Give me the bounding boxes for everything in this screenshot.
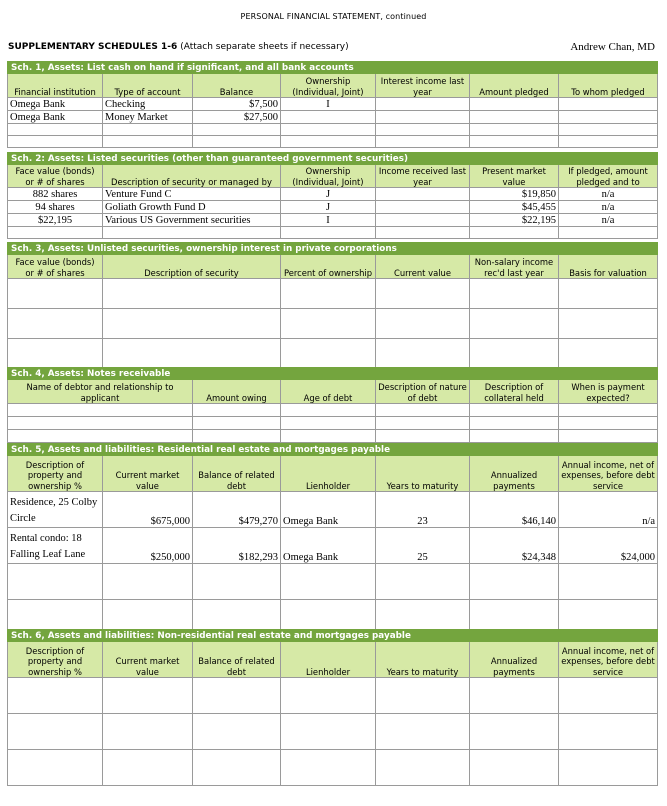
supplementary-title-bold: SUPPLEMENTARY SCHEDULES 1-6: [8, 42, 178, 52]
sch1-cell: Money Market: [103, 111, 193, 124]
sch2-cell: [376, 214, 470, 227]
sch2-header-face-value: Face value (bonds) or # of shares: [8, 165, 103, 188]
sch2-cell: [376, 188, 470, 201]
sch5-header-lienholder: Lienholder: [281, 456, 376, 492]
sch1-cell: $7,500: [193, 98, 281, 111]
table-row: [8, 678, 658, 714]
sch5-header-annual-income: Annual income, net of expenses, before debt service: [559, 456, 658, 492]
sch1-cell: Checking: [103, 98, 193, 111]
sch5-cell: $479,270: [193, 492, 281, 528]
sch3-header-face-value: Face value (bonds) or # of shares: [8, 255, 103, 279]
sch6-header-annual-income: Annual income, net of expenses, before debt service: [559, 642, 658, 678]
schedule-6-table: [7, 629, 658, 786]
table-row: [8, 214, 658, 227]
page-header: PERSONAL FINANCIAL STATEMENT, continued: [240, 12, 427, 21]
sch5-cell: Omega Bank: [281, 528, 376, 564]
sch3-header-basis: Basis for valuation: [559, 255, 658, 279]
table-row: [8, 98, 658, 111]
sch5-cell: n/a: [559, 492, 658, 528]
sch2-cell: n/a: [559, 201, 658, 214]
sch1-cell: Omega Bank: [8, 98, 103, 111]
sch6-header-debt-balance: Balance of related debt: [193, 642, 281, 678]
sch5-header-property: Description of property and ownership %: [8, 456, 103, 492]
sch2-cell: Goliath Growth Fund D: [103, 201, 281, 214]
sch1-cell: [376, 111, 470, 124]
table-row: [8, 492, 658, 528]
schedule-2-table: [7, 152, 658, 239]
sch5-cell: $675,000: [103, 492, 193, 528]
sch1-cell: I: [281, 98, 376, 111]
table-row: [8, 227, 658, 239]
sch5-cell: $182,293: [193, 528, 281, 564]
sch1-cell: [470, 111, 559, 124]
table-row: [8, 600, 658, 632]
sch1-cell: $27,500: [193, 111, 281, 124]
table-row: [8, 279, 658, 309]
sch1-cell: [559, 111, 658, 124]
sch1-header-to-whom: To whom pledged: [559, 74, 658, 98]
sch2-header-ownership: Ownership (Individual, Joint): [281, 165, 376, 188]
sch6-header-payments: Annualized payments: [470, 642, 559, 678]
supplementary-title-note: (Attach separate sheets if necessary): [180, 42, 349, 52]
sch1-cell: [559, 98, 658, 111]
sch1-header-balance: Balance: [193, 74, 281, 98]
sch1-header-amount-pledged: Amount pledged: [470, 74, 559, 98]
sch1-cell: [281, 111, 376, 124]
schedule-2-title: Sch. 2: Assets: Listed securities (other than guaranteed government securities): [8, 153, 658, 165]
schedule-4-title: Sch. 4, Assets: Notes receivable: [8, 368, 658, 380]
table-row: [8, 417, 658, 430]
sch2-cell: J: [281, 188, 376, 201]
sch3-header-nonsalary-income: Non-salary income rec'd last year: [470, 255, 559, 279]
sch2-cell: [376, 201, 470, 214]
schedule-5-table: [7, 443, 658, 632]
schedule-4-table: [7, 367, 658, 443]
table-row: [8, 750, 658, 786]
schedule-3-title: Sch. 3, Assets: Unlisted securities, ownership interest in private corporations: [8, 243, 658, 255]
sch2-cell: Venture Fund C: [103, 188, 281, 201]
sch4-header-payment-expected: When is payment expected?: [559, 380, 658, 404]
sch1-header-interest: Interest income last year: [376, 74, 470, 98]
table-row: [8, 404, 658, 417]
sch5-cell: $24,348: [470, 528, 559, 564]
schedule-5-title: Sch. 5, Assets and liabilities: Residential real estate and mortgages payable: [8, 444, 658, 456]
sch3-header-description: Description of security: [103, 255, 281, 279]
sch5-header-payments: Annualized payments: [470, 456, 559, 492]
table-row: [8, 124, 658, 136]
table-row: [8, 564, 658, 600]
sch4-header-amount-owing: Amount owing: [193, 380, 281, 404]
sch5-cell: Residence, 25 Colby Circle: [8, 492, 103, 528]
sch2-cell: I: [281, 214, 376, 227]
sch2-cell: $22,195: [470, 214, 559, 227]
sch5-cell: Omega Bank: [281, 492, 376, 528]
sch2-cell: n/a: [559, 188, 658, 201]
sch2-cell: J: [281, 201, 376, 214]
sch2-cell: 94 shares: [8, 201, 103, 214]
schedule-3-table: [7, 242, 658, 369]
sch1-header-ownership: Ownership (Individual, Joint): [281, 74, 376, 98]
table-row: [8, 339, 658, 369]
sch4-header-debtor: Name of debtor and relationship to applicant: [8, 380, 193, 404]
table-row: [8, 136, 658, 148]
sch2-cell: $22,195: [8, 214, 103, 227]
sch5-cell: 25: [376, 528, 470, 564]
sch2-header-description: Description of security or managed by: [103, 165, 281, 188]
sch6-header-years: Years to maturity: [376, 642, 470, 678]
sch4-header-age: Age of debt: [281, 380, 376, 404]
sch2-header-pledged: If pledged, amount pledged and to: [559, 165, 658, 188]
sch5-cell: 23: [376, 492, 470, 528]
sch2-cell: $19,850: [470, 188, 559, 201]
sch5-cell: $250,000: [103, 528, 193, 564]
schedule-1-table: [7, 61, 658, 148]
table-row: [8, 201, 658, 214]
sch5-cell: $46,140: [470, 492, 559, 528]
sch3-header-current-value: Current value: [376, 255, 470, 279]
table-row: [8, 528, 658, 564]
sch2-cell: n/a: [559, 214, 658, 227]
owner-name: Andrew Chan, MD: [570, 41, 655, 53]
schedule-1-title: Sch. 1, Assets: List cash on hand if significant, and all bank accounts: [8, 62, 658, 74]
table-row: [8, 714, 658, 750]
supplementary-title: [8, 42, 349, 52]
table-row: [8, 188, 658, 201]
schedule-6-title: Sch. 6, Assets and liabilities: Non-residential real estate and mortgages payable: [8, 630, 658, 642]
sch5-cell: $24,000: [559, 528, 658, 564]
sch2-header-market-value: Present market value: [470, 165, 559, 188]
sch2-cell: 882 shares: [8, 188, 103, 201]
sch6-header-lienholder: Lienholder: [281, 642, 376, 678]
sch1-header-institution: Financial institution: [8, 74, 103, 98]
sch1-cell: Omega Bank: [8, 111, 103, 124]
sch1-header-type: Type of account: [103, 74, 193, 98]
sch6-header-market-value: Current market value: [103, 642, 193, 678]
sch2-header-income: Income received last year: [376, 165, 470, 188]
table-row: [8, 309, 658, 339]
sch5-header-debt-balance: Balance of related debt: [193, 456, 281, 492]
sch4-header-collateral: Description of collateral held: [470, 380, 559, 404]
sch3-header-percent: Percent of ownership: [281, 255, 376, 279]
sch4-header-nature: Description of nature of debt: [376, 380, 470, 404]
sch1-cell: [376, 98, 470, 111]
sch2-cell: Various US Government securities: [103, 214, 281, 227]
table-row: [8, 430, 658, 443]
table-row: [8, 111, 658, 124]
sch1-cell: [470, 98, 559, 111]
sch5-header-years: Years to maturity: [376, 456, 470, 492]
sch6-header-property: Description of property and ownership %: [8, 642, 103, 678]
sch5-cell: Rental condo: 18 Falling Leaf Lane: [8, 528, 103, 564]
sch2-cell: $45,455: [470, 201, 559, 214]
sch5-header-market-value: Current market value: [103, 456, 193, 492]
